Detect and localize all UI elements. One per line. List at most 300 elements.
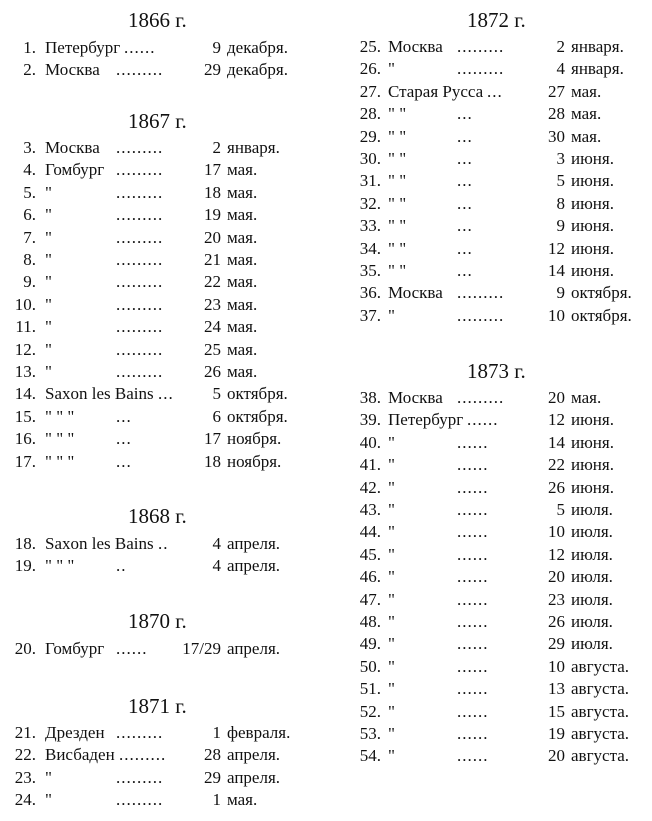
- entry-place: ": [388, 432, 395, 452]
- entry-row: [345, 701, 652, 723]
- entry-row: [345, 544, 652, 566]
- entry-row: [0, 227, 330, 249]
- entry-number: 40.: [359, 432, 381, 452]
- entry-row: [345, 499, 652, 521]
- entry-leader-dots: .........: [116, 339, 164, 359]
- entry-row: [345, 678, 652, 700]
- entry-month: мая.: [571, 126, 602, 146]
- entry-day: 18: [204, 182, 221, 202]
- entry-day: 15: [548, 701, 565, 721]
- entry-row: [345, 633, 652, 655]
- entry-place: Дрезден: [45, 723, 105, 742]
- entry-leader-dots: ......: [457, 724, 489, 743]
- entry-day: 4: [212, 556, 221, 576]
- entry-place: Старая Русса: [388, 81, 484, 101]
- entry-month: мая.: [227, 205, 258, 225]
- entry-number: 13.: [14, 362, 36, 381]
- entry-leader-dots: ......: [467, 410, 499, 430]
- entry-day: 12: [548, 238, 565, 258]
- entry-day: 1: [212, 790, 221, 810]
- entry-day: 20: [548, 388, 565, 407]
- entry-number: 5.: [23, 182, 36, 202]
- entry-leader-dots: ...: [457, 193, 473, 213]
- entry-place: ": [45, 317, 52, 337]
- entry-leader-dots: ......: [124, 38, 156, 57]
- entry-number: 29.: [359, 126, 381, 146]
- entry-row: [345, 387, 652, 409]
- entry-day: 18: [204, 451, 221, 471]
- entry-row: [345, 126, 652, 148]
- entry-month: июня.: [571, 455, 614, 475]
- entry-leader-dots: ......: [457, 746, 489, 766]
- entry-day: 26: [204, 362, 221, 381]
- entry-leader-dots: .........: [116, 138, 164, 157]
- entry-leader-dots: ...: [457, 171, 473, 191]
- entry-place: " " ": [45, 451, 75, 471]
- entry-row: [0, 316, 330, 338]
- entry-month: мая.: [227, 294, 258, 314]
- year-heading: 1871 г.: [128, 694, 187, 718]
- entry-place: ": [388, 522, 395, 542]
- entry-leader-dots: .........: [116, 182, 164, 202]
- entry-place: " ": [388, 261, 407, 280]
- entry-place: Saxon les Bains: [45, 534, 154, 553]
- entry-row: [0, 271, 330, 293]
- entry-place: " ": [388, 193, 407, 213]
- entry-month: июня.: [571, 477, 614, 497]
- entry-leader-dots: ...: [116, 406, 132, 426]
- entry-day: 21: [204, 250, 221, 269]
- entry-month: июня.: [571, 149, 614, 168]
- entry-number: 26.: [359, 59, 381, 79]
- entry-row: [0, 428, 330, 450]
- entry-day: 19: [548, 724, 565, 743]
- entry-number: 41.: [359, 455, 381, 475]
- entry-month: июня.: [571, 171, 614, 191]
- entry-number: 23.: [14, 767, 36, 787]
- entry-row: [0, 789, 330, 811]
- entry-leader-dots: ......: [457, 612, 489, 631]
- entry-place: Москва: [388, 388, 443, 407]
- year-heading: 1872 г.: [467, 8, 526, 32]
- entry-number: 51.: [359, 679, 381, 699]
- entry-row: [0, 249, 330, 271]
- entry-number: 22.: [14, 745, 36, 765]
- entry-leader-dots: ......: [457, 634, 489, 654]
- entry-place: Москва: [388, 283, 443, 303]
- year-heading: 1867 г.: [128, 109, 187, 133]
- entry-day: 22: [204, 272, 221, 292]
- entry-number: 8.: [23, 250, 36, 269]
- entry-day: 9: [212, 38, 221, 57]
- entry-place: Гомбург: [45, 639, 105, 658]
- entry-month: января.: [227, 138, 280, 157]
- entry-row: [0, 533, 330, 555]
- entry-leader-dots: .........: [116, 294, 164, 314]
- entry-day: 14: [548, 261, 565, 280]
- entry-row: [0, 383, 330, 405]
- entry-row: [0, 451, 330, 473]
- entry-day: 3: [556, 149, 565, 168]
- entry-row: [345, 58, 652, 80]
- entry-place: " ": [388, 216, 407, 236]
- entry-row: [0, 744, 330, 766]
- entry-number: 17.: [14, 451, 36, 471]
- entry-day: 5: [556, 171, 565, 191]
- entry-number: 48.: [359, 612, 381, 631]
- entry-month: июня.: [571, 193, 614, 213]
- entry-month: мая.: [571, 388, 602, 407]
- entry-month: августа.: [571, 679, 630, 699]
- entry-month: апреля.: [227, 639, 281, 658]
- entry-month: октября.: [571, 283, 632, 303]
- entry-number: 11.: [15, 317, 36, 337]
- entry-month: августа.: [571, 701, 630, 721]
- entry-row: [345, 103, 652, 125]
- entry-day: 6: [212, 406, 221, 426]
- entry-number: 47.: [359, 589, 381, 609]
- entry-day: 20: [548, 746, 565, 766]
- entry-day: 10: [548, 522, 565, 542]
- entry-day: 13: [548, 679, 565, 699]
- entry-month: апреля.: [227, 767, 281, 787]
- entry-number: 37.: [359, 305, 381, 325]
- entry-leader-dots: ......: [457, 679, 489, 699]
- year-heading: 1866 г.: [128, 8, 187, 32]
- entry-leader-dots: ...: [457, 261, 473, 280]
- entry-row: [0, 406, 330, 428]
- entry-month: мая.: [227, 182, 258, 202]
- entry-number: 2.: [23, 60, 36, 80]
- entry-place: " " ": [45, 429, 75, 449]
- entry-place: ": [45, 205, 52, 225]
- entry-number: 18.: [14, 534, 36, 553]
- entry-day: 12: [548, 544, 565, 564]
- entry-number: 52.: [359, 701, 381, 721]
- entry-leader-dots: .........: [116, 317, 164, 337]
- entry-day: 9: [556, 216, 565, 236]
- entry-leader-dots: .........: [457, 388, 505, 407]
- entry-number: 6.: [23, 205, 36, 225]
- entry-leader-dots: .........: [457, 305, 505, 325]
- entry-leader-dots: ......: [457, 522, 489, 542]
- entry-leader-dots: ...: [457, 216, 473, 236]
- entry-leader-dots: ...: [457, 104, 473, 124]
- entry-day: 28: [204, 745, 221, 765]
- entry-place: ": [45, 272, 52, 292]
- entry-place: ": [45, 790, 52, 810]
- entry-row: [0, 339, 330, 361]
- entry-place: Висбаден: [45, 745, 115, 765]
- entry-month: июня.: [571, 432, 614, 452]
- entry-day: 28: [548, 104, 565, 124]
- entry-row: [0, 37, 330, 59]
- entry-number: 36.: [359, 283, 381, 303]
- entry-month: июля.: [571, 544, 613, 564]
- entry-leader-dots: .........: [457, 37, 505, 56]
- entry-leader-dots: ......: [457, 432, 489, 452]
- entry-number: 54.: [359, 746, 381, 766]
- year-heading: 1873 г.: [467, 359, 526, 383]
- entry-number: 25.: [359, 37, 381, 56]
- entry-day: 17/29: [182, 639, 221, 658]
- entry-place: ": [388, 656, 395, 676]
- entry-month: мая.: [227, 339, 258, 359]
- entry-day: 30: [548, 126, 565, 146]
- entry-row: [345, 36, 652, 58]
- entry-day: 26: [548, 612, 565, 631]
- entry-month: июня.: [571, 216, 614, 236]
- entry-leader-dots: ......: [457, 477, 489, 497]
- entry-number: 3.: [23, 138, 36, 157]
- entry-row: [345, 656, 652, 678]
- entry-place: " " ": [45, 556, 75, 576]
- entry-month: октября.: [571, 305, 632, 325]
- entry-place: " ": [388, 126, 407, 146]
- entry-month: января.: [571, 37, 624, 56]
- entry-place: ": [45, 362, 52, 381]
- entry-month: октября.: [227, 384, 288, 404]
- entry-place: Петербург: [45, 38, 121, 57]
- entry-month: апреля.: [227, 745, 281, 765]
- entry-row: [345, 238, 652, 260]
- entry-day: 23: [548, 589, 565, 609]
- entry-row: [0, 137, 330, 159]
- entry-day: 5: [556, 500, 565, 519]
- entry-row: [345, 193, 652, 215]
- entry-place: ": [388, 305, 395, 325]
- entry-row: [345, 432, 652, 454]
- entry-place: Петербург: [388, 410, 464, 430]
- entry-place: ": [388, 567, 395, 587]
- entry-day: 26: [548, 477, 565, 497]
- entry-leader-dots: .........: [116, 250, 164, 269]
- entry-month: мая.: [571, 104, 602, 124]
- entry-number: 28.: [359, 104, 381, 124]
- entry-leader-dots: ......: [457, 656, 489, 676]
- entry-number: 9.: [23, 272, 36, 292]
- entry-day: 10: [548, 656, 565, 676]
- entry-place: ": [388, 455, 395, 475]
- entry-day: 2: [212, 138, 221, 157]
- entry-leader-dots: ......: [457, 455, 489, 475]
- entry-place: ": [45, 294, 52, 314]
- entry-month: января.: [571, 59, 624, 79]
- entry-day: 9: [556, 283, 565, 303]
- entry-day: 25: [204, 339, 221, 359]
- entry-number: 39.: [359, 410, 381, 430]
- entry-place: ": [388, 679, 395, 699]
- entry-number: 27.: [359, 81, 381, 101]
- entry-leader-dots: ...: [487, 81, 503, 101]
- entry-row: [0, 638, 330, 660]
- entry-day: 10: [548, 305, 565, 325]
- entry-month: ноября.: [227, 451, 282, 471]
- entry-leader-dots: ......: [116, 639, 148, 658]
- entry-place: ": [45, 250, 52, 269]
- entry-month: июня.: [571, 410, 614, 430]
- entry-number: 30.: [359, 149, 381, 168]
- entry-month: августа.: [571, 746, 630, 766]
- entry-place: Гомбург: [45, 160, 105, 180]
- entry-place: ": [388, 724, 395, 743]
- entry-number: 4.: [23, 160, 36, 180]
- entry-month: мая.: [227, 160, 258, 180]
- entry-row: [0, 59, 330, 81]
- entry-number: 15.: [14, 406, 36, 426]
- entry-number: 49.: [359, 634, 381, 654]
- entry-place: Москва: [45, 60, 100, 80]
- entry-row: [345, 745, 652, 767]
- entry-leader-dots: .........: [116, 272, 164, 292]
- entry-place: ": [388, 500, 395, 519]
- entry-leader-dots: .........: [457, 283, 505, 303]
- entry-leader-dots: ..: [158, 534, 169, 553]
- entry-number: 34.: [359, 238, 381, 258]
- entry-leader-dots: ......: [457, 500, 489, 519]
- entry-number: 50.: [359, 656, 381, 676]
- entry-leader-dots: ...: [158, 384, 174, 404]
- entry-row: [345, 215, 652, 237]
- entry-leader-dots: ......: [457, 544, 489, 564]
- entry-number: 33.: [359, 216, 381, 236]
- entry-place: ": [388, 477, 395, 497]
- entry-place: ": [388, 612, 395, 631]
- entry-number: 38.: [359, 388, 381, 407]
- entry-month: июня.: [571, 238, 614, 258]
- year-heading: 1868 г.: [128, 504, 187, 528]
- entry-row: [0, 159, 330, 181]
- entry-place: " " ": [45, 406, 75, 426]
- entry-row: [345, 170, 652, 192]
- entry-leader-dots: .........: [116, 227, 164, 247]
- entry-leader-dots: ...: [116, 429, 132, 449]
- entry-day: 14: [548, 432, 565, 452]
- entry-number: 45.: [359, 544, 381, 564]
- entry-day: 20: [548, 567, 565, 587]
- entry-leader-dots: .........: [116, 60, 164, 80]
- entry-month: апреля.: [227, 556, 281, 576]
- year-heading: 1870 г.: [128, 609, 187, 633]
- entry-row: [345, 260, 652, 282]
- entry-place: ": [388, 634, 395, 654]
- entry-number: 20.: [14, 639, 36, 658]
- entry-month: мая.: [571, 81, 602, 101]
- entry-day: 22: [548, 455, 565, 475]
- entry-leader-dots: .........: [119, 745, 167, 765]
- entry-row: [345, 566, 652, 588]
- entry-leader-dots: ...: [457, 126, 473, 146]
- entry-day: 23: [204, 294, 221, 314]
- entry-row: [345, 81, 652, 103]
- entry-row: [345, 409, 652, 431]
- entry-leader-dots: ......: [457, 701, 489, 721]
- entry-number: 46.: [359, 567, 381, 587]
- entry-row: [0, 294, 330, 316]
- entry-leader-dots: ...: [116, 451, 132, 471]
- entry-place: ": [388, 746, 395, 766]
- entry-day: 8: [556, 193, 565, 213]
- entry-place: ": [388, 59, 395, 79]
- entry-place: ": [45, 227, 52, 247]
- entry-month: июля.: [571, 634, 613, 654]
- entry-row: [0, 361, 330, 383]
- entry-day: 20: [204, 227, 221, 247]
- entry-place: Saxon les Bains: [45, 384, 154, 404]
- entry-number: 10.: [14, 294, 36, 314]
- entry-month: июля.: [571, 522, 613, 542]
- entry-place: ": [45, 339, 52, 359]
- entry-place: " ": [388, 171, 407, 191]
- entry-month: июля.: [571, 589, 613, 609]
- entry-row: [0, 555, 330, 577]
- entry-row: [345, 305, 652, 327]
- entry-month: апреля.: [227, 534, 281, 553]
- entry-leader-dots: ......: [457, 589, 489, 609]
- entry-place: ": [388, 701, 395, 721]
- entry-leader-dots: .........: [457, 59, 505, 79]
- entry-month: августа.: [571, 724, 630, 743]
- entry-day: 12: [548, 410, 565, 430]
- entry-row: [345, 282, 652, 304]
- entry-place: ": [45, 182, 52, 202]
- entry-row: [345, 521, 652, 543]
- entry-day: 29: [204, 60, 221, 80]
- entry-month: октября.: [227, 406, 288, 426]
- entry-place: ": [388, 589, 395, 609]
- entry-row: [345, 454, 652, 476]
- entry-row: [0, 204, 330, 226]
- entry-number: 43.: [359, 500, 381, 519]
- entry-month: мая.: [227, 250, 258, 269]
- entry-month: мая.: [227, 227, 258, 247]
- entry-day: 2: [556, 37, 565, 56]
- entry-number: 31.: [359, 171, 381, 191]
- entry-leader-dots: ..: [116, 556, 127, 576]
- entry-month: августа.: [571, 656, 630, 676]
- entry-place: " ": [388, 104, 407, 124]
- entry-number: 53.: [359, 724, 381, 743]
- entry-month: мая.: [227, 362, 258, 381]
- entry-day: 24: [204, 317, 221, 337]
- entry-leader-dots: ...: [457, 238, 473, 258]
- entry-day: 29: [204, 767, 221, 787]
- entry-month: июля.: [571, 612, 613, 631]
- entry-number: 21.: [14, 723, 36, 742]
- entry-month: ноября.: [227, 429, 282, 449]
- entry-leader-dots: .........: [116, 790, 164, 810]
- entry-month: июля.: [571, 500, 613, 519]
- entry-day: 4: [212, 534, 221, 553]
- entry-row: [0, 722, 330, 744]
- entry-place: " ": [388, 149, 407, 168]
- entry-number: 19.: [14, 556, 36, 576]
- entry-day: 27: [548, 81, 565, 101]
- entry-month: мая.: [227, 317, 258, 337]
- entry-number: 24.: [14, 790, 36, 810]
- entry-place: Москва: [45, 138, 100, 157]
- entry-leader-dots: ...: [457, 149, 473, 168]
- entry-day: 17: [204, 429, 221, 449]
- entry-number: 35.: [359, 261, 381, 280]
- entry-day: 29: [548, 634, 565, 654]
- entry-month: июля.: [571, 567, 613, 587]
- entry-day: 1: [212, 723, 221, 742]
- entry-leader-dots: .........: [116, 767, 164, 787]
- entry-number: 42.: [359, 477, 381, 497]
- entry-day: 19: [204, 205, 221, 225]
- entry-number: 32.: [359, 193, 381, 213]
